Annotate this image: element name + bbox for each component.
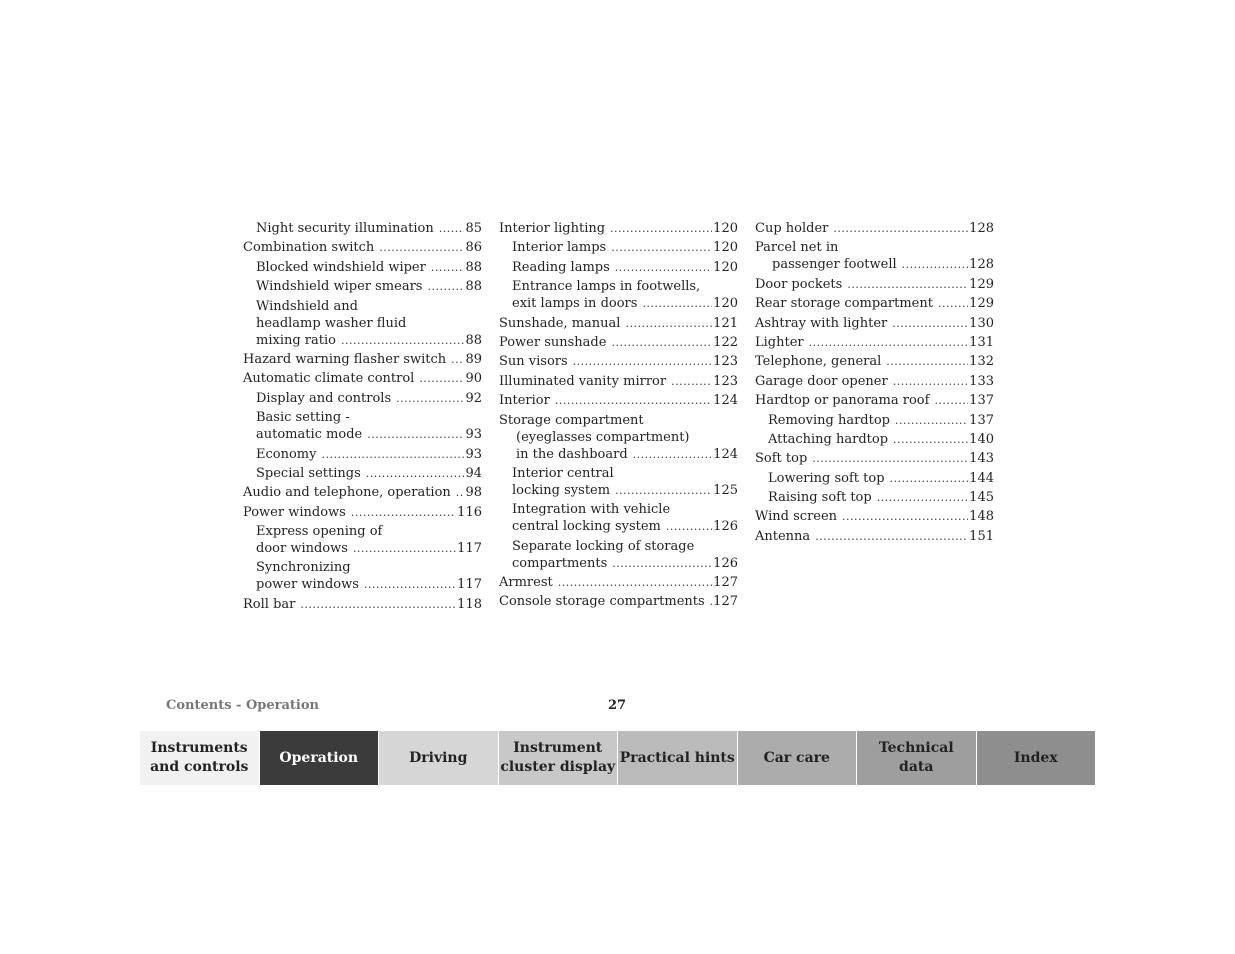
index-entry[interactable] xyxy=(499,259,738,276)
index-entry-text: Special settings xyxy=(256,465,361,481)
index-entry-text: Interior lamps xyxy=(512,240,607,256)
index-entry-page: 126 xyxy=(713,555,738,571)
index-entry-page: 94 xyxy=(465,465,482,481)
index-entry-text: Separate locking of storage xyxy=(512,538,695,554)
index-entry-text: Ashtray with lighter xyxy=(755,315,888,331)
dot-leader xyxy=(934,392,968,409)
index-entry-text: Wind screen xyxy=(755,509,838,525)
tab-label: Practical hints xyxy=(619,749,735,766)
index-entry-text: Windshield wiper smears xyxy=(256,279,423,295)
index-entry[interactable] xyxy=(243,446,482,463)
dot-leader xyxy=(892,315,968,332)
index-entry-text: Lighter xyxy=(755,334,804,350)
dot-leader xyxy=(893,373,968,390)
section-tab-bar xyxy=(140,731,1095,785)
index-entry-page: 125 xyxy=(713,482,738,498)
index-entry-page: 93 xyxy=(465,427,482,443)
index-entry[interactable] xyxy=(499,465,738,499)
index-entry-page: 143 xyxy=(969,451,994,467)
index-entry[interactable] xyxy=(755,528,994,545)
index-entry[interactable] xyxy=(755,220,994,237)
index-column-1 xyxy=(243,220,482,615)
index-entry[interactable] xyxy=(755,239,994,273)
index-entry[interactable] xyxy=(499,353,738,370)
dot-leader xyxy=(833,220,968,237)
index-entry[interactable] xyxy=(755,373,994,390)
dot-leader xyxy=(625,315,712,332)
index-entry-page: 132 xyxy=(969,354,994,370)
index-entry[interactable] xyxy=(243,484,482,501)
dot-leader xyxy=(351,504,456,521)
page-number: 27 xyxy=(607,698,627,713)
dot-leader xyxy=(633,446,713,463)
index-entry-text: Hardtop or panorama roof xyxy=(755,393,930,409)
index-entry-text: Raising soft top xyxy=(768,490,872,506)
dot-leader xyxy=(367,426,464,443)
index-entry-text: Telephone, general xyxy=(755,354,882,370)
index-entry-text: Illuminated vanity mirror xyxy=(499,373,667,389)
index-entry-page: 126 xyxy=(713,519,738,535)
index-entry[interactable] xyxy=(499,220,738,237)
index-entry-text: (eyeglasses compartment) xyxy=(516,429,690,445)
index-entry-page: 123 xyxy=(713,354,738,370)
tab-label: Index xyxy=(1013,749,1058,766)
index-entry-text: Blocked windshield wiper xyxy=(256,259,426,275)
index-entry-text: Roll bar xyxy=(243,596,296,612)
dot-leader xyxy=(642,295,712,312)
dot-leader xyxy=(893,431,968,448)
tab-label: Driving xyxy=(409,749,468,766)
index-entry[interactable] xyxy=(755,295,994,312)
index-entry-page: 128 xyxy=(969,257,994,273)
dot-leader xyxy=(456,484,465,501)
index-entry-text: Garage door opener xyxy=(755,373,888,389)
index-entry-page: 88 xyxy=(465,259,482,275)
dot-leader xyxy=(890,470,969,487)
dot-leader xyxy=(902,256,969,273)
index-entry[interactable] xyxy=(755,276,994,293)
index-entry-page: 120 xyxy=(713,259,738,275)
index-entry[interactable] xyxy=(243,298,482,349)
index-entry-text: Power sunshade xyxy=(499,334,607,350)
index-entry[interactable] xyxy=(499,239,738,256)
dot-leader xyxy=(612,555,712,572)
index-entry-text: Interior lighting xyxy=(499,221,606,236)
index-entry-page: 140 xyxy=(969,431,994,447)
tab-practical-hints[interactable] xyxy=(617,731,737,785)
dot-leader xyxy=(353,540,456,557)
index-entry[interactable] xyxy=(755,412,994,429)
index-entry-text: Sunshade, manual xyxy=(499,315,621,331)
index-entry-page: 98 xyxy=(465,485,482,501)
footer-section-title: Contents - Operation xyxy=(166,698,319,713)
index-entry-text: door windows xyxy=(256,541,348,557)
tab-label: Car care xyxy=(763,749,830,766)
index-entry-text: locking system xyxy=(512,482,611,498)
tab-label: Instrument cluster display xyxy=(500,740,616,775)
index-entry[interactable] xyxy=(499,278,738,312)
index-entry[interactable] xyxy=(243,390,482,407)
index-entry-page: 124 xyxy=(713,446,738,462)
index-entry[interactable] xyxy=(499,538,738,572)
index-entry-text: Soft top xyxy=(755,451,808,467)
index-entry-page: 127 xyxy=(713,594,738,610)
index-entry-text: Basic setting - xyxy=(256,410,350,426)
tab-driving[interactable] xyxy=(378,731,498,785)
index-entry-text: Windshield and xyxy=(256,298,358,314)
index-entry[interactable] xyxy=(755,353,994,370)
index-entry[interactable] xyxy=(499,392,738,409)
tab-index[interactable] xyxy=(976,731,1096,785)
index-entry-text: mixing ratio xyxy=(256,332,336,348)
dot-leader xyxy=(938,295,968,312)
index-entry[interactable] xyxy=(499,373,738,390)
index-entry-text: passenger footwell xyxy=(772,257,897,273)
index-entry-text: Hazard warning flasher switch xyxy=(243,351,447,367)
index-entry-page: 145 xyxy=(969,490,994,506)
index-entry[interactable] xyxy=(499,315,738,332)
index-entry-page: 85 xyxy=(465,221,482,236)
index-entry-page: 137 xyxy=(969,412,994,428)
index-entry-page: 129 xyxy=(969,276,994,292)
index-entry-text: Rear storage compartment xyxy=(755,296,933,312)
index-entry-text: Door pockets xyxy=(755,276,843,292)
index-entry[interactable] xyxy=(755,431,994,448)
index-entry-page: 88 xyxy=(465,279,482,295)
dot-leader xyxy=(555,392,712,409)
dot-leader xyxy=(419,370,464,387)
index-entry-text: Interior central xyxy=(512,465,614,481)
index-entry[interactable] xyxy=(243,465,482,482)
dot-leader xyxy=(451,351,464,368)
index-entry[interactable] xyxy=(243,259,482,276)
dot-leader xyxy=(611,334,712,351)
index-entry[interactable] xyxy=(243,409,482,443)
index-entry-page: 93 xyxy=(465,446,482,462)
index-entry-text: Interior xyxy=(499,393,550,409)
index-entry-text: Storage compartment xyxy=(499,412,644,428)
index-entry-page: 116 xyxy=(457,504,482,520)
index-entry-page: 151 xyxy=(969,528,994,544)
index-entry[interactable] xyxy=(755,315,994,332)
index-entry-page: 122 xyxy=(713,334,738,350)
index-entry[interactable] xyxy=(499,501,738,535)
index-entry-text: exit lamps in doors xyxy=(512,296,638,312)
index-entry-text: Antenna xyxy=(755,528,811,544)
index-entry-page: 129 xyxy=(969,296,994,312)
index-entry[interactable] xyxy=(755,489,994,506)
index-entry-text: Cup holder xyxy=(755,221,829,236)
dot-leader xyxy=(809,334,969,351)
index-entry-text: compartments xyxy=(512,555,608,571)
index-entry-page: 120 xyxy=(713,296,738,312)
index-entry-text: Parcel net in xyxy=(755,240,839,256)
index-entry[interactable] xyxy=(499,593,738,610)
index-entry[interactable] xyxy=(499,412,738,463)
index-entry-page: 118 xyxy=(457,596,482,612)
dot-leader xyxy=(877,489,968,506)
index-entry-text: Audio and telephone, operation xyxy=(243,485,451,501)
dot-leader xyxy=(886,353,968,370)
index-entry[interactable] xyxy=(243,523,482,557)
index-entry[interactable] xyxy=(755,334,994,351)
dot-leader xyxy=(364,576,456,593)
index-entry[interactable] xyxy=(243,351,482,368)
dot-leader xyxy=(812,450,968,467)
dot-leader xyxy=(396,390,464,407)
dot-leader xyxy=(847,276,968,293)
dot-leader xyxy=(366,465,465,482)
tab-technical-data[interactable] xyxy=(856,731,976,785)
index-entry-text: headlamp washer fluid xyxy=(256,315,407,331)
tab-label: Technical data xyxy=(878,740,954,775)
index-entry-text: Express opening of xyxy=(256,524,383,540)
index-entry-text: in the dashboard xyxy=(516,446,628,462)
index-entry-text: Integration with vehicle xyxy=(512,502,671,518)
index-entry-page: 117 xyxy=(457,577,482,593)
index-entry[interactable] xyxy=(243,504,482,521)
index-entry-page: 133 xyxy=(969,373,994,389)
tab-car-care[interactable] xyxy=(737,731,857,785)
index-entry[interactable] xyxy=(755,392,994,409)
index-entry-text: Armrest xyxy=(499,575,553,591)
index-entry-text: Display and controls xyxy=(256,390,392,406)
index-entry-text: central locking system xyxy=(512,519,661,535)
index-entry-page: 144 xyxy=(969,470,994,486)
index-entry-page: 123 xyxy=(713,373,738,389)
index-entry-page: 137 xyxy=(969,393,994,409)
index-entry-page: 124 xyxy=(713,393,738,409)
tab-label: Instruments and controls xyxy=(150,740,249,775)
dot-leader xyxy=(842,508,968,525)
index-entry-page: 92 xyxy=(465,390,482,406)
dot-leader xyxy=(321,446,464,463)
tab-label: Operation xyxy=(279,749,359,766)
dot-leader xyxy=(895,412,968,429)
index-entry-text: Synchronizing xyxy=(256,560,351,576)
index-entry-text: Automatic climate control xyxy=(243,371,415,387)
tab-instrument-cluster-display[interactable] xyxy=(498,731,618,785)
index-column-2 xyxy=(499,220,738,613)
dot-leader xyxy=(671,373,712,390)
index-entry[interactable] xyxy=(755,470,994,487)
index-column-3 xyxy=(755,220,994,547)
dot-leader xyxy=(439,220,465,237)
dot-leader xyxy=(427,278,464,295)
dot-leader xyxy=(615,482,712,499)
index-entry[interactable] xyxy=(243,370,482,387)
index-entry-page: 130 xyxy=(969,315,994,331)
index-entry-text: Night security illumination xyxy=(256,221,434,236)
index-entry[interactable] xyxy=(499,334,738,351)
index-entry-text: Lowering soft top xyxy=(768,470,885,486)
index-entry-page: 89 xyxy=(465,351,482,367)
index-entry-text: Power windows xyxy=(243,504,346,520)
index-entry[interactable] xyxy=(755,450,994,467)
index-entry[interactable] xyxy=(755,508,994,525)
dot-leader xyxy=(573,353,713,370)
index-entry-page: 117 xyxy=(457,541,482,557)
dot-leader xyxy=(431,259,465,276)
index-entry[interactable] xyxy=(243,239,482,256)
index-entry-page: 131 xyxy=(969,334,994,350)
index-entry-page: 128 xyxy=(969,221,994,236)
index-entry[interactable] xyxy=(243,220,482,237)
index-entry-text: Combination switch xyxy=(243,240,375,256)
dot-leader xyxy=(610,220,712,237)
index-entry-text: Sun visors xyxy=(499,354,568,370)
index-entry[interactable] xyxy=(243,559,482,593)
dot-leader xyxy=(615,259,712,276)
index-entry-page: 120 xyxy=(713,240,738,256)
index-entry-text: automatic mode xyxy=(256,427,363,443)
index-entry-page: 88 xyxy=(465,332,482,348)
dot-leader xyxy=(558,574,712,591)
index-entry[interactable] xyxy=(243,596,482,613)
index-entry-text: Removing hardtop xyxy=(768,412,890,428)
index-entry-page: 90 xyxy=(465,371,482,387)
dot-leader xyxy=(341,332,464,349)
index-entry-page: 148 xyxy=(969,509,994,525)
dot-leader xyxy=(379,239,464,256)
tab-operation[interactable] xyxy=(259,731,379,785)
index-entry-page: 121 xyxy=(713,315,738,331)
index-entry-page: 120 xyxy=(713,221,738,236)
index-entry-text: Reading lamps xyxy=(512,259,610,275)
index-entry-text: Console storage compartments xyxy=(499,594,705,610)
dot-leader xyxy=(611,239,712,256)
dot-leader xyxy=(710,593,712,610)
dot-leader xyxy=(815,528,968,545)
dot-leader xyxy=(300,596,456,613)
index-entry-text: Entrance lamps in footwells, xyxy=(512,279,701,295)
index-entry[interactable] xyxy=(243,278,482,295)
index-entry-text: Attaching hardtop xyxy=(768,431,889,447)
index-entry-text: power windows xyxy=(256,577,359,593)
dot-leader xyxy=(666,518,712,535)
index-entry-page: 86 xyxy=(465,240,482,256)
index-entry-text: Economy xyxy=(256,446,317,462)
index-entry-page: 127 xyxy=(713,575,738,591)
tab-instruments-and-controls[interactable] xyxy=(140,731,259,785)
index-entry[interactable] xyxy=(499,574,738,591)
